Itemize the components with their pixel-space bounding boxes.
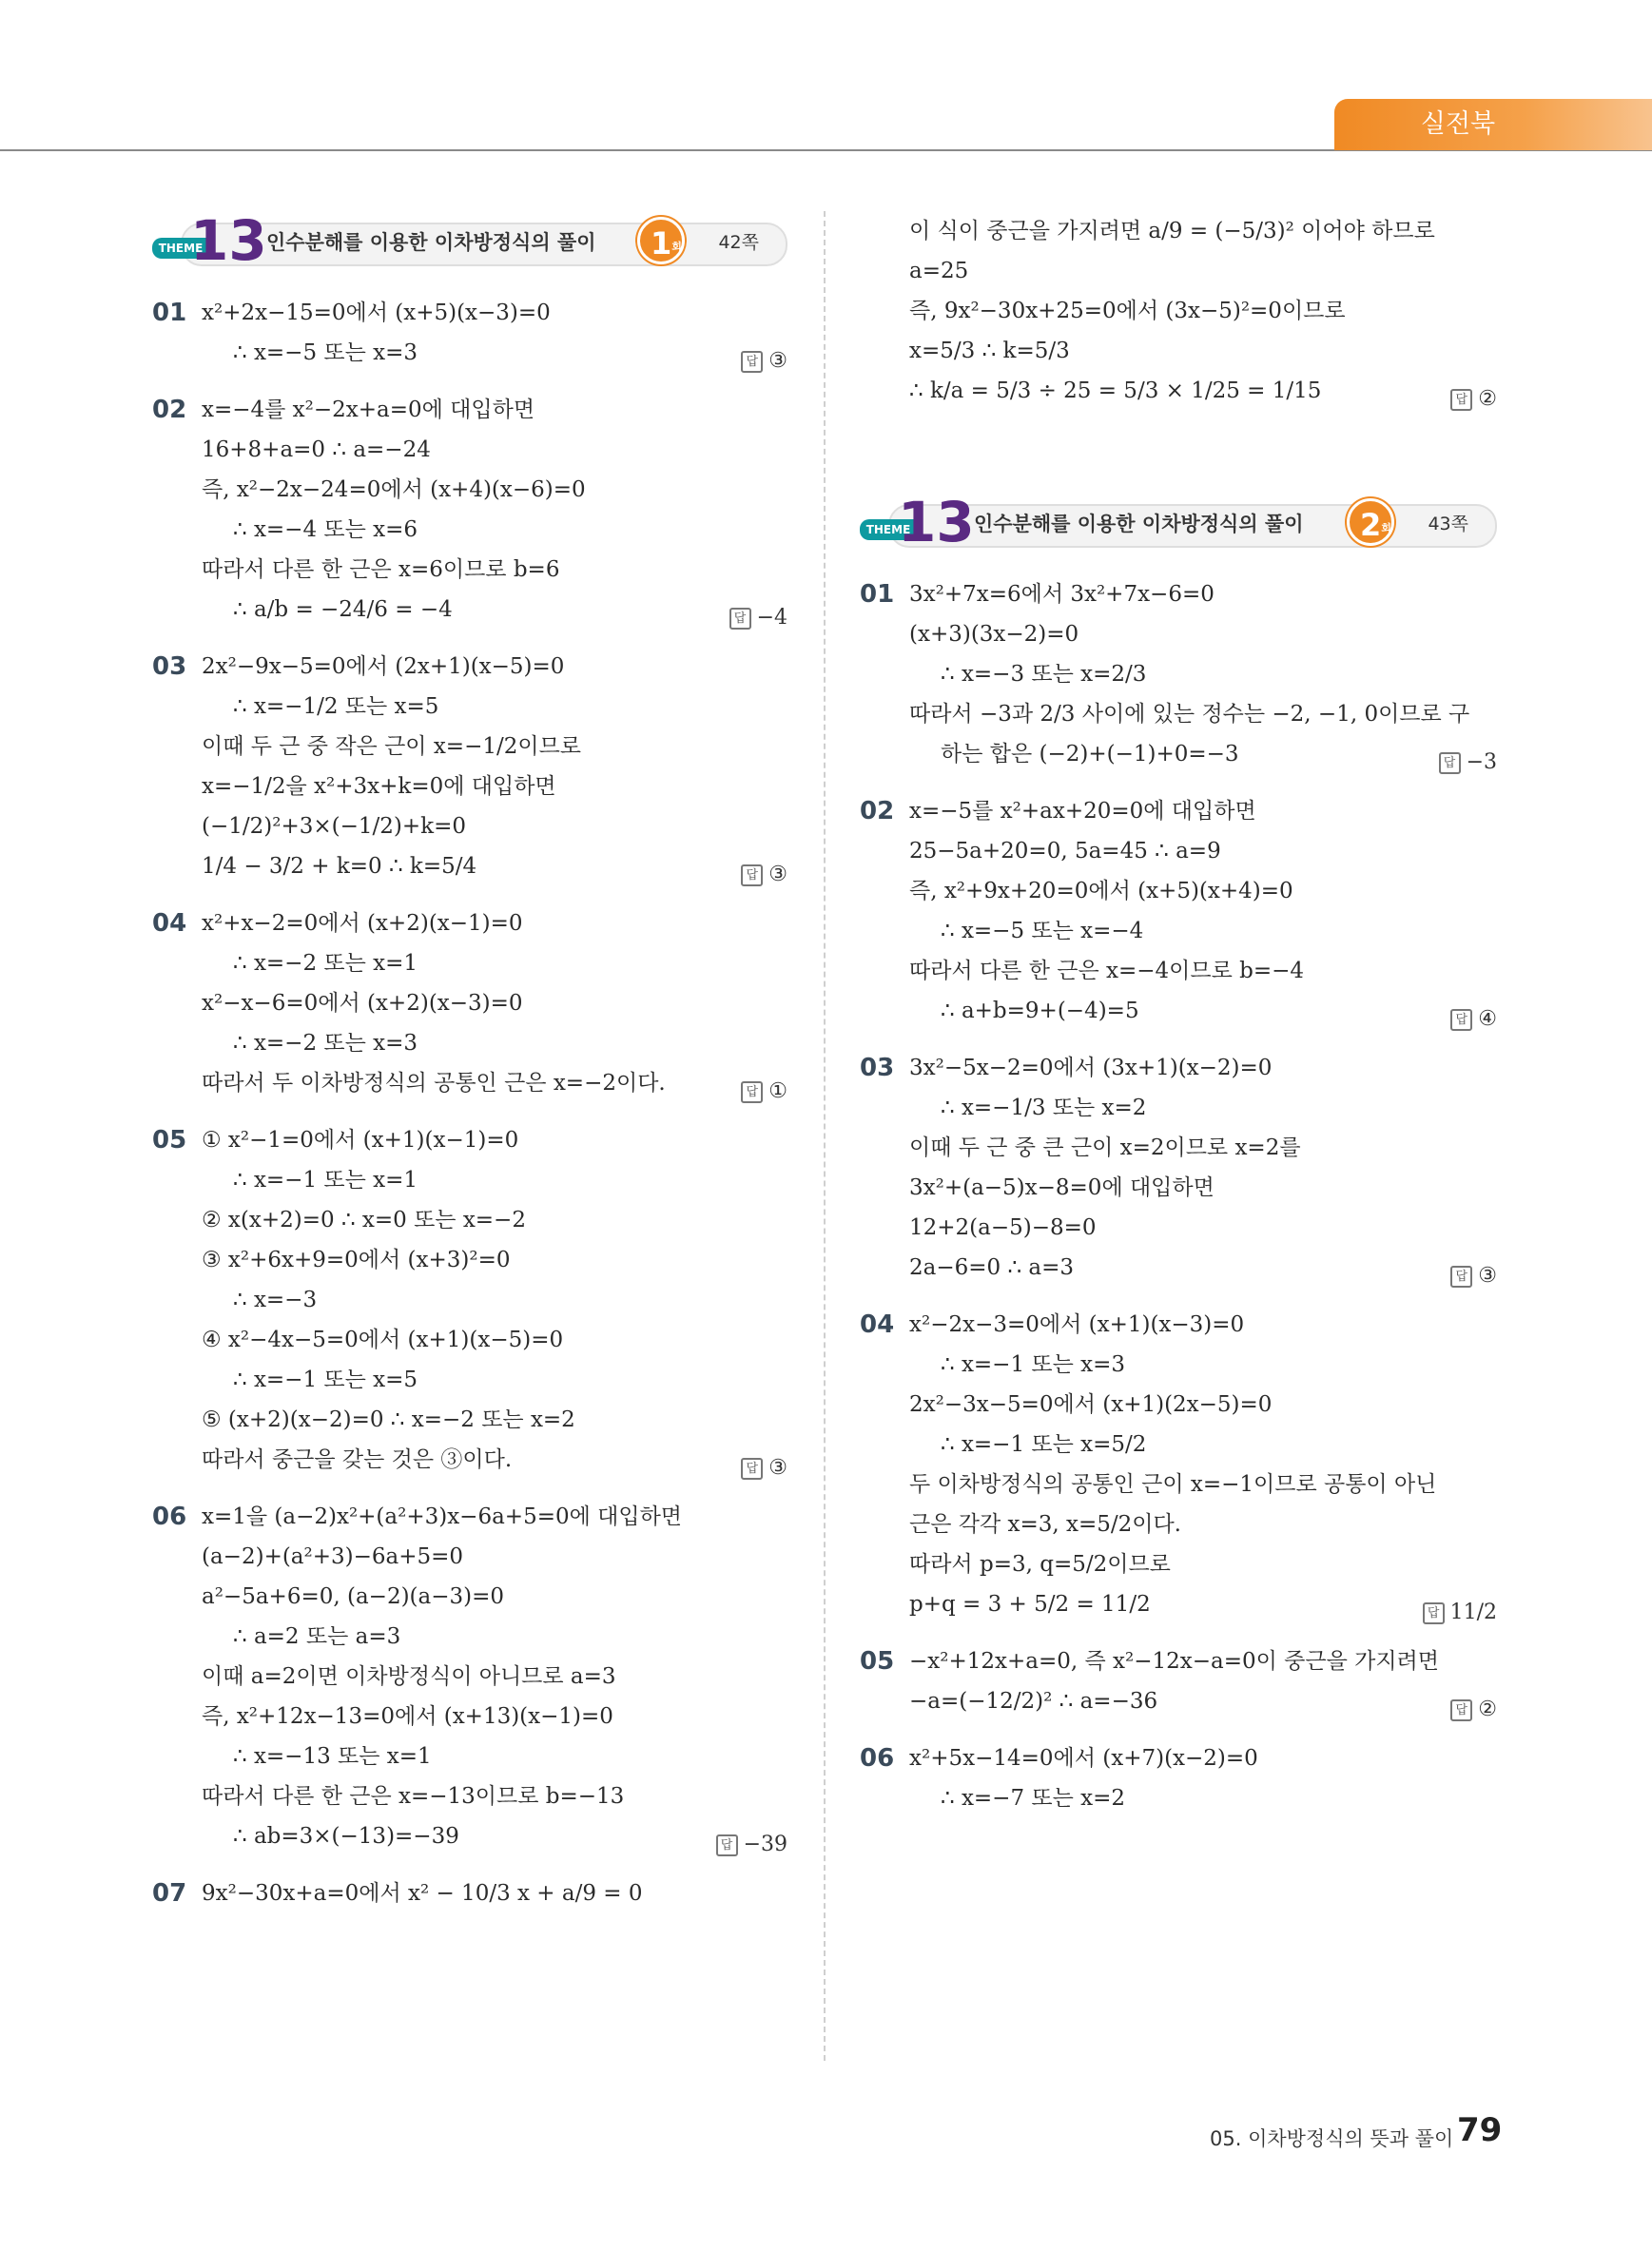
problem (152, 1497, 787, 1856)
problem-number: 03 (152, 652, 187, 681)
theme-number: 13 (190, 208, 267, 273)
answer-value: ③ (768, 349, 787, 373)
solution-line: 이때 두 근 중 큰 근이 x=2이므로 x=2를 (909, 1135, 1301, 1160)
solution-line: 하는 합은 (−2)+(−1)+0=−3 (941, 742, 1239, 767)
answer-value: 11/2 (1449, 1601, 1497, 1624)
problem-number: 07 (152, 1879, 187, 1908)
solution-line: ∴ x=−3 또는 x=2/3 (941, 662, 1147, 687)
problem-number: 05 (152, 1126, 187, 1155)
solution-line: 9x²−30x+a=0에서 x² − 10/3 x + a/9 = 0 (202, 1881, 643, 1906)
solution-line: 두 이차방정식의 공통인 근이 x=−1이므로 공통이 아닌 (909, 1472, 1437, 1497)
solution-line: ∴ a=2 또는 a=3 (233, 1624, 401, 1649)
solution-line: 1/4 − 3/2 + k=0 ∴ k=5/4 (202, 854, 477, 879)
solution-line: ∴ x=−2 또는 x=1 (233, 951, 418, 976)
answer (1450, 387, 1497, 411)
answer (741, 349, 787, 373)
problem-number: 05 (860, 1647, 895, 1676)
solution-line: (a−2)+(a²+3)−6a+5=0 (202, 1544, 464, 1569)
solution-line: 2x²−9x−5=0에서 (2x+1)(x−5)=0 (202, 654, 565, 679)
page-ref: 42쪽 (718, 232, 759, 253)
solution-line: 즉, x²+12x−13=0에서 (x+13)(x−1)=0 (202, 1704, 613, 1729)
solution-line: x²+x−2=0에서 (x+2)(x−1)=0 (202, 911, 523, 936)
answer (1450, 1264, 1497, 1288)
solution-line: 3x²−5x−2=0에서 (3x+1)(x−2)=0 (909, 1056, 1273, 1080)
answer-value: ③ (768, 1456, 787, 1480)
answer-icon: 답 (741, 351, 763, 373)
banner-title: 인수분해를 이용한 이차방정식의 풀이 (974, 513, 1304, 535)
solution-line: ∴ x=−3 (233, 1288, 318, 1312)
problem (860, 1641, 1497, 1721)
answer-value: −3 (1466, 750, 1497, 774)
answer-icon: 답 (741, 1458, 763, 1480)
right-problem-list (860, 574, 1497, 1818)
problem (860, 1048, 1497, 1288)
answer (729, 606, 787, 630)
solution-line: 25−5a+20=0, 5a=45 ∴ a=9 (909, 839, 1221, 864)
solution-line: 즉, 9x²−30x+25=0에서 (3x−5)²=0이므로 (909, 299, 1346, 323)
problem (152, 1120, 787, 1480)
solution-line: 이 식이 중근을 가지려면 a/9 = (−5/3)² 이어야 하므로 (909, 219, 1435, 243)
answer-value: ② (1478, 1698, 1497, 1721)
theme-banner (152, 208, 787, 273)
solution-line: 즉, x²+9x+20=0에서 (x+5)(x+4)=0 (909, 879, 1293, 903)
solution-line: x²−x−6=0에서 (x+2)(x−3)=0 (202, 991, 523, 1016)
right-column (860, 211, 1497, 1835)
problem-number: 03 (860, 1054, 895, 1082)
round-number: 2 (1360, 507, 1382, 543)
solution-line: 따라서 중근을 갖는 것은 ③이다. (202, 1447, 513, 1472)
answer-value: ① (768, 1079, 787, 1103)
solution-line: 따라서 p=3, q=5/2이므로 (909, 1552, 1171, 1577)
problem (152, 903, 787, 1103)
solution-line: x=−1/2을 x²+3x+k=0에 대입하면 (202, 774, 556, 799)
problem-number: 04 (152, 909, 187, 938)
solution-line: ∴ x=−4 또는 x=6 (233, 517, 418, 542)
solution-line: ⑤ (x+2)(x−2)=0 ∴ x=−2 또는 x=2 (202, 1407, 575, 1432)
solution-line: 2x²−3x−5=0에서 (x+1)(2x−5)=0 (909, 1392, 1273, 1417)
solution-line: ∴ a/b = −24/6 = −4 (233, 597, 453, 622)
problem-number: 01 (860, 580, 895, 609)
problem-number: 06 (152, 1503, 187, 1531)
problem (152, 293, 787, 373)
solution-line: 이때 두 근 중 작은 근이 x=−1/2이므로 (202, 734, 582, 759)
solution-line: x²−2x−3=0에서 (x+1)(x−3)=0 (909, 1312, 1245, 1337)
solution-line: x=−4를 x²−2x+a=0에 대입하면 (202, 398, 535, 422)
problem (860, 574, 1497, 774)
footer-chapter: 05. 이차방정식의 뜻과 풀이 (1210, 2127, 1454, 2150)
solution-line: 따라서 다른 한 근은 x=−4이므로 b=−4 (909, 959, 1305, 983)
solution-line: x=1을 (a−2)x²+(a²+3)x−6a+5=0에 대입하면 (202, 1504, 683, 1529)
solution-line: x=5/3 ∴ k=5/3 (909, 339, 1070, 363)
solution-line: 따라서 다른 한 근은 x=6이므로 b=6 (202, 557, 560, 582)
solution-line: ∴ x=−1/3 또는 x=2 (941, 1096, 1147, 1120)
round-badge (637, 217, 685, 264)
solution-line: −a=(−12/2)² ∴ a=−36 (909, 1689, 1158, 1714)
theme-badge: THEME (152, 238, 209, 259)
solution-line: 근은 각각 x=3, x=5/2이다. (909, 1512, 1181, 1537)
solution-line: ③ x²+6x+9=0에서 (x+3)²=0 (202, 1248, 511, 1272)
theme-number: 13 (898, 490, 975, 554)
solution-line: x²+5x−14=0에서 (x+7)(x−2)=0 (909, 1746, 1258, 1771)
solution-line: ∴ x=−1 또는 x=5/2 (941, 1432, 1147, 1457)
answer-value: ③ (768, 863, 787, 886)
solution-line: 즉, x²−2x−24=0에서 (x+4)(x−6)=0 (202, 477, 586, 502)
solution-line: ∴ x=−2 또는 x=3 (233, 1031, 418, 1056)
solution-line: ② x(x+2)=0 ∴ x=0 또는 x=−2 (202, 1208, 526, 1232)
section-tab (1334, 99, 1652, 150)
answer (741, 1079, 787, 1103)
solution-line: ∴ x=−1/2 또는 x=5 (233, 694, 439, 719)
answer-icon: 답 (1450, 1266, 1472, 1288)
answer-icon: 답 (741, 864, 763, 886)
answer-icon: 답 (729, 608, 751, 630)
solution-line: x²+2x−15=0에서 (x+5)(x−3)=0 (202, 301, 551, 325)
answer-icon: 답 (741, 1081, 763, 1103)
problem-number: 06 (860, 1744, 895, 1773)
continued-solution (860, 211, 1497, 411)
problem (860, 791, 1497, 1031)
solution-line: 16+8+a=0 ∴ a=−24 (202, 437, 431, 462)
solution-line: a=25 (909, 259, 969, 283)
problem (860, 1738, 1497, 1818)
solution-line: ∴ x=−13 또는 x=1 (233, 1744, 432, 1769)
problem-number: 01 (152, 299, 187, 327)
solution-line: ④ x²−4x−5=0에서 (x+1)(x−5)=0 (202, 1328, 564, 1352)
solution-line: ① x²−1=0에서 (x+1)(x−1)=0 (202, 1128, 519, 1153)
theme-badge: THEME (860, 519, 917, 540)
left-column (152, 208, 787, 1931)
answer-value: −39 (743, 1833, 787, 1856)
solution-line: ∴ k/a = 5/3 ÷ 25 = 5/3 × 1/25 = 1/15 (909, 378, 1322, 403)
page-ref: 43쪽 (1428, 514, 1468, 534)
round-suffix: 회 (671, 241, 682, 253)
answer-value: ③ (1478, 1264, 1497, 1288)
problem-number: 02 (152, 396, 187, 424)
answer (1450, 1007, 1497, 1031)
page-number: 79 (1457, 2111, 1503, 2149)
problem (152, 647, 787, 886)
answer-icon: 답 (1439, 752, 1461, 774)
problem-number: 04 (860, 1310, 895, 1339)
answer-value: ④ (1478, 1007, 1497, 1031)
left-problem-list (152, 293, 787, 1913)
answer (741, 1456, 787, 1480)
problem (152, 1873, 787, 1913)
solution-line: ∴ x=−5 또는 x=−4 (941, 919, 1144, 943)
solution-line: 따라서 두 이차방정식의 공통인 근은 x=−2이다. (202, 1071, 666, 1096)
solution-line: p+q = 3 + 5/2 = 11/2 (909, 1592, 1151, 1617)
problem (860, 1305, 1497, 1624)
answer (1423, 1601, 1497, 1624)
answer-icon: 답 (1450, 1699, 1472, 1721)
solution-line: −x²+12x+a=0, 즉 x²−12x−a=0이 중근을 가지려면 (909, 1649, 1439, 1674)
solution-line: (x+3)(3x−2)=0 (909, 622, 1079, 647)
solution-line: ∴ ab=3×(−13)=−39 (233, 1824, 459, 1849)
solution-line: 2a−6=0 ∴ a=3 (909, 1255, 1075, 1280)
solution-line: ∴ a+b=9+(−4)=5 (941, 999, 1139, 1023)
solution-line: 이때 a=2이면 이차방정식이 아니므로 a=3 (202, 1664, 616, 1689)
solution-line: (−1/2)²+3×(−1/2)+k=0 (202, 814, 466, 839)
round-suffix: 회 (1381, 522, 1391, 534)
problem-number: 02 (860, 797, 895, 825)
solution-line: ∴ x=−7 또는 x=2 (941, 1786, 1126, 1811)
answer-value: ② (1478, 387, 1497, 411)
answer (1439, 750, 1497, 774)
solution-line: ∴ x=−1 또는 x=3 (941, 1352, 1126, 1377)
solution-line: 따라서 다른 한 근은 x=−13이므로 b=−13 (202, 1784, 625, 1809)
answer-value: −4 (756, 606, 787, 630)
solution-line: ∴ x=−1 또는 x=1 (233, 1168, 418, 1193)
solution-line: 따라서 −3과 2/3 사이에 있는 정수는 −2, −1, 0이므로 구 (909, 702, 1470, 727)
banner-title: 인수분해를 이용한 이차방정식의 풀이 (266, 231, 596, 254)
theme-banner (860, 490, 1497, 554)
answer (741, 863, 787, 886)
answer-icon: 답 (716, 1834, 738, 1856)
solution-line: 12+2(a−5)−8=0 (909, 1215, 1097, 1240)
round-badge (1347, 498, 1394, 546)
answer (716, 1833, 787, 1856)
solution-line: 3x²+(a−5)x−8=0에 대입하면 (909, 1175, 1215, 1200)
solution-line: 3x²+7x=6에서 3x²+7x−6=0 (909, 582, 1215, 607)
section-tab-label: 실전북 (1420, 109, 1496, 139)
answer-icon: 답 (1450, 1009, 1472, 1031)
solution-line: ∴ x=−1 또는 x=5 (233, 1368, 418, 1392)
round-number: 1 (651, 225, 672, 262)
answer-icon: 답 (1423, 1602, 1445, 1624)
column-divider (824, 211, 826, 2061)
answer-icon: 답 (1450, 389, 1472, 411)
problem (152, 390, 787, 630)
solution-line: ∴ x=−5 또는 x=3 (233, 340, 418, 365)
solution-line: a²−5a+6=0, (a−2)(a−3)=0 (202, 1584, 505, 1609)
answer (1450, 1698, 1497, 1721)
solution-line: x=−5를 x²+ax+20=0에 대입하면 (909, 799, 1256, 824)
